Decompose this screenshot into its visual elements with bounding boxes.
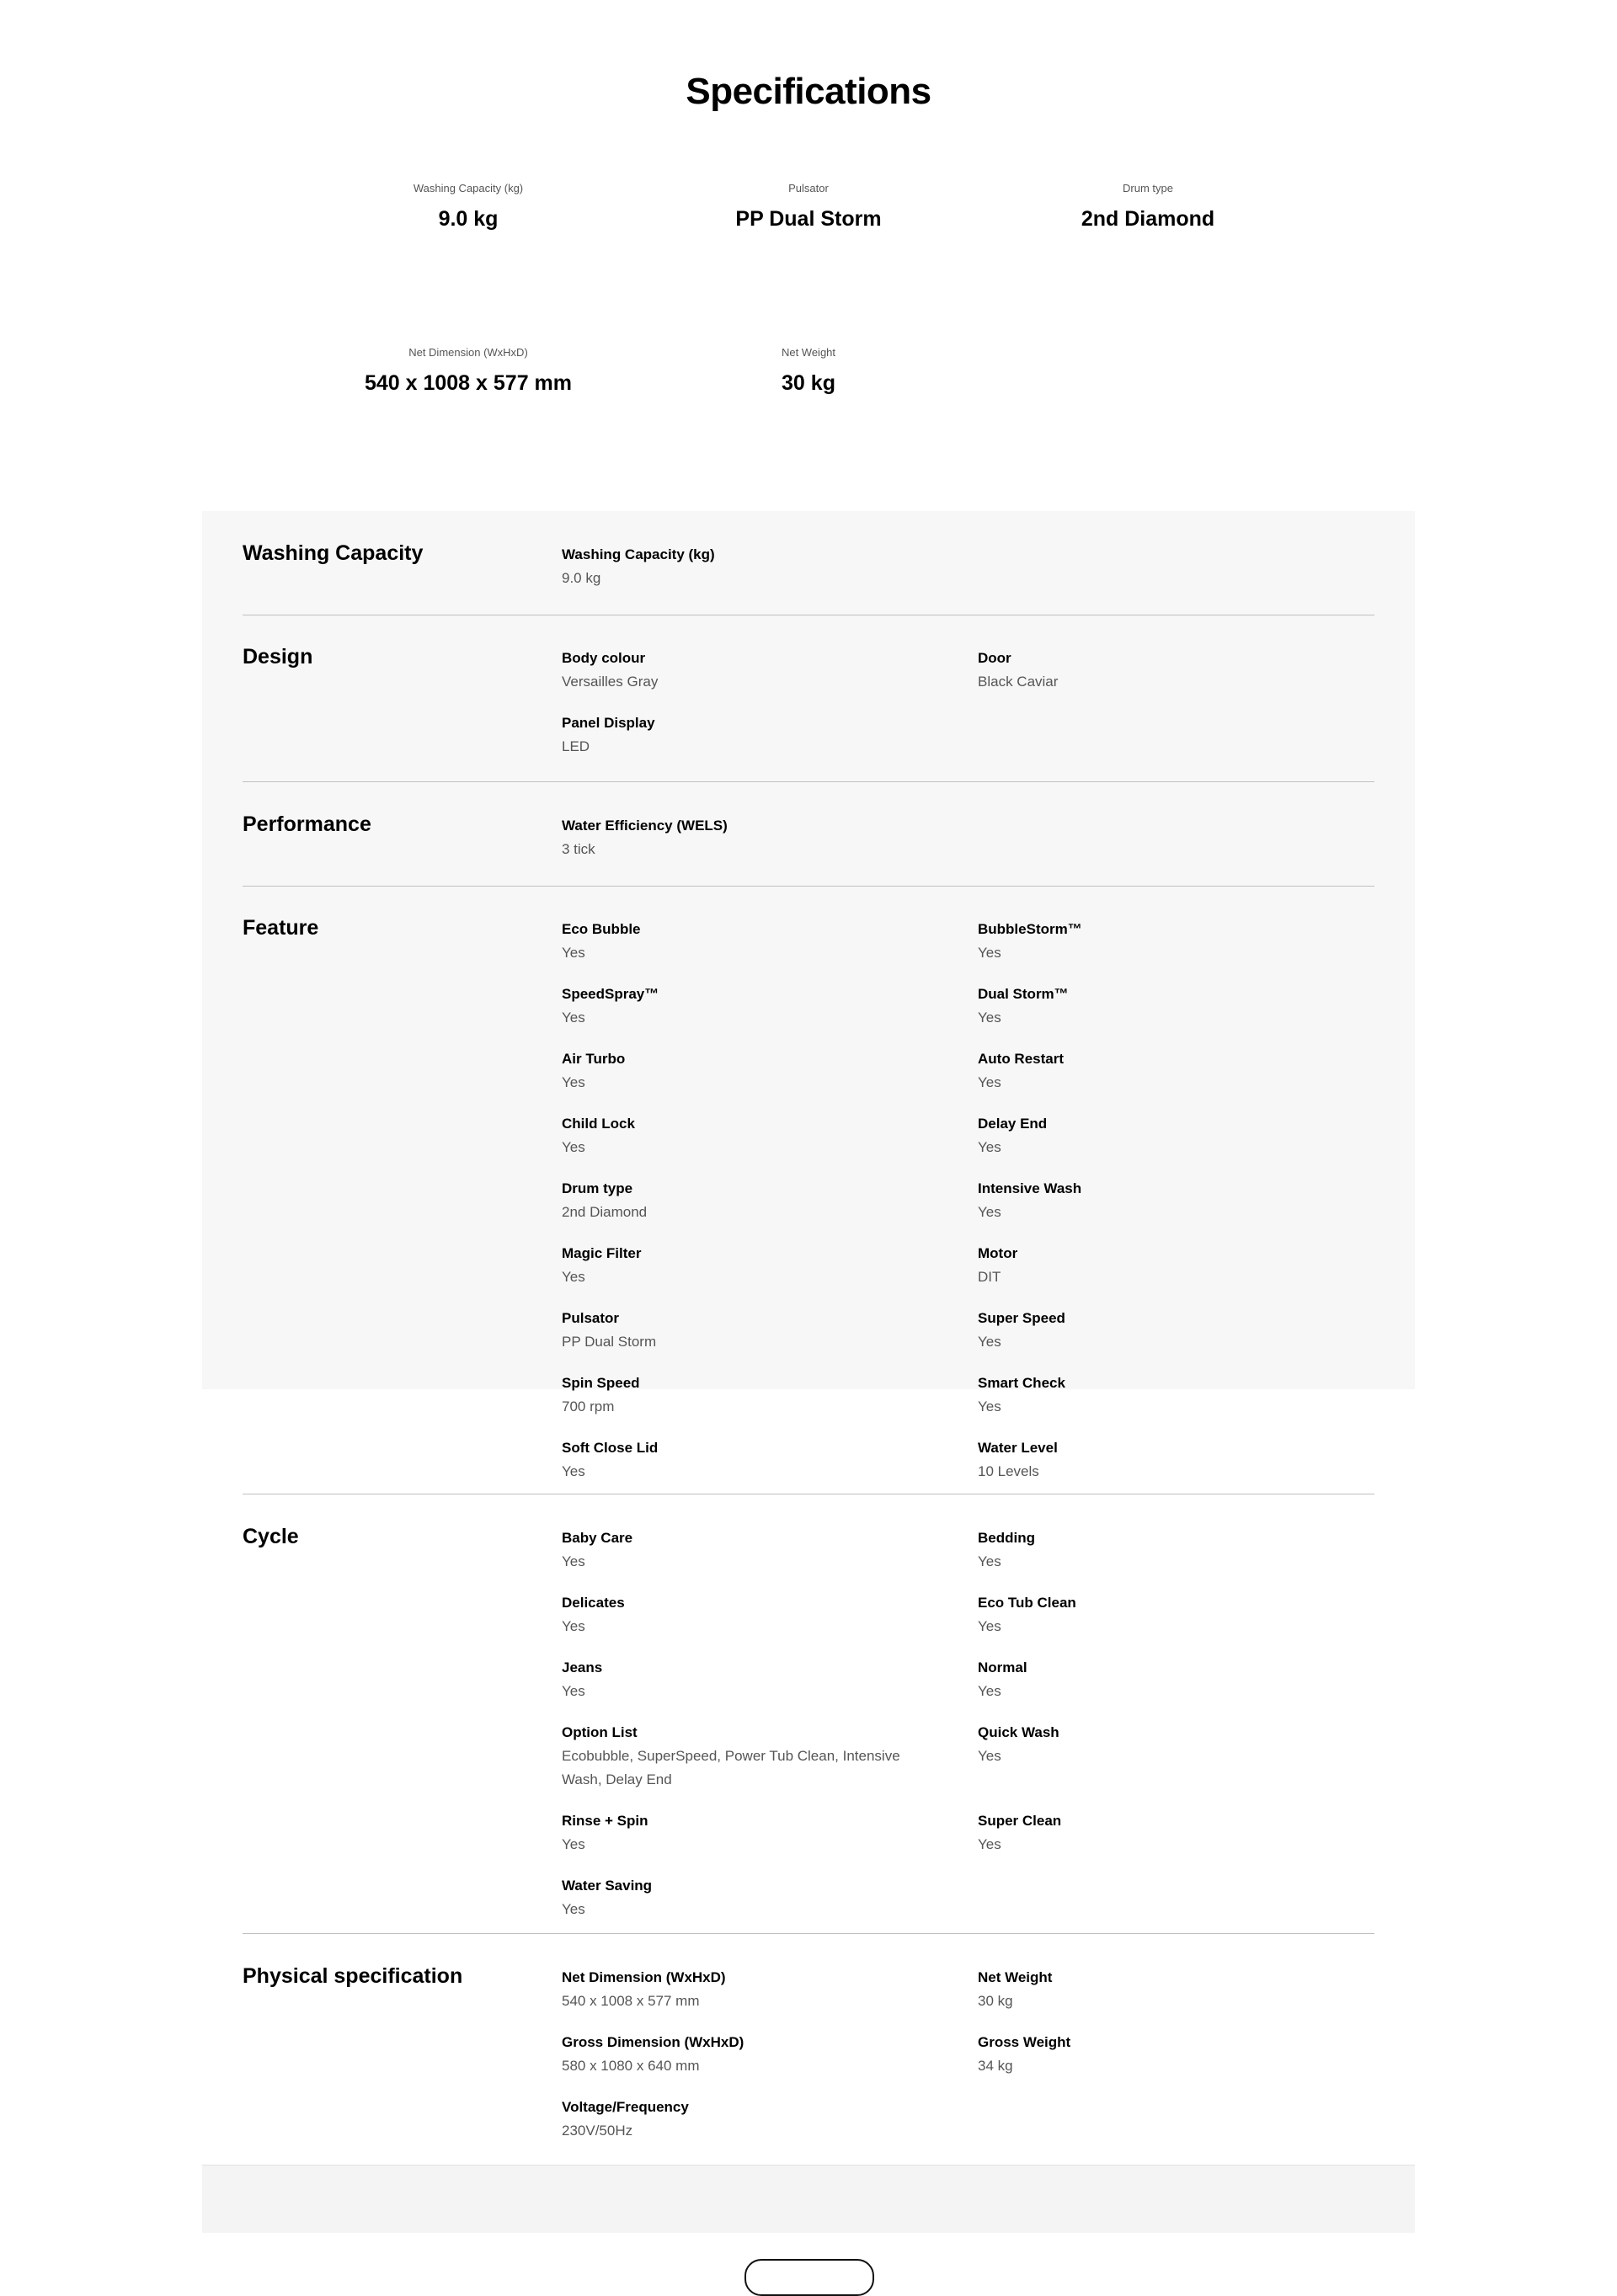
section-divider xyxy=(243,781,1374,782)
spec-item xyxy=(562,1177,978,1224)
spec-highlights xyxy=(0,182,1617,418)
spec-item xyxy=(562,1526,978,1574)
spec-item xyxy=(562,1656,978,1703)
highlight-label: Washing Capacity (kg) xyxy=(413,182,524,194)
highlight-value: PP Dual Storm xyxy=(735,207,882,231)
spec-name: Eco Tub Clean xyxy=(978,1595,1076,1611)
spec-value: DIT xyxy=(978,1269,1001,1285)
spec-value: 580 x 1080 x 640 mm xyxy=(562,2058,700,2074)
spec-name: Door xyxy=(978,650,1011,666)
spec-name: Eco Bubble xyxy=(562,921,641,937)
spec-name: Panel Display xyxy=(562,715,655,731)
spec-name: Super Speed xyxy=(978,1310,1065,1326)
spec-name: Net Dimension (WxHxD) xyxy=(562,1969,726,1985)
spec-value: 34 kg xyxy=(978,2058,1013,2074)
spec-name: Delay End xyxy=(978,1116,1048,1132)
spec-value: 700 rpm xyxy=(562,1398,615,1414)
spec-item xyxy=(562,543,978,590)
spec-item xyxy=(562,918,978,965)
spec-value: Yes xyxy=(562,1836,585,1852)
spec-name: Magic Filter xyxy=(562,1245,642,1261)
spec-name: Motor xyxy=(978,1245,1018,1261)
spec-name: Soft Close Lid xyxy=(562,1440,659,1456)
spec-name: Gross Dimension (WxHxD) xyxy=(562,2034,744,2050)
highlight-net-weight xyxy=(632,346,985,396)
spec-item xyxy=(562,1112,978,1159)
highlight-drum-type xyxy=(971,182,1325,232)
spec-value: 10 Levels xyxy=(978,1463,1039,1479)
spec-item xyxy=(978,1526,1374,1574)
spec-value: Yes xyxy=(978,1398,1001,1414)
spec-name: Water Efficiency (WELS) xyxy=(562,818,728,834)
spec-value: Yes xyxy=(978,1074,1001,1090)
highlight-washing-capacity xyxy=(291,182,645,232)
spec-name: Option List xyxy=(562,1724,638,1740)
highlight-value: 9.0 kg xyxy=(438,207,499,231)
spec-value: Yes xyxy=(978,1683,1001,1699)
spec-name: Quick Wash xyxy=(978,1724,1059,1740)
section-title: Feature xyxy=(243,916,319,940)
spec-name: Net Weight xyxy=(978,1969,1053,1985)
spec-grid xyxy=(562,814,1374,861)
spec-name: Jeans xyxy=(562,1659,603,1675)
spec-value: Yes xyxy=(978,1139,1001,1155)
spec-item xyxy=(562,711,978,759)
spec-value: Yes xyxy=(562,1901,585,1917)
spec-name: Delicates xyxy=(562,1595,625,1611)
highlight-pulsator xyxy=(632,182,985,232)
spec-grid xyxy=(562,1966,1374,2143)
spec-item xyxy=(562,1809,978,1857)
spec-value: Yes xyxy=(978,1334,1001,1350)
spec-value: Yes xyxy=(978,1748,1001,1764)
spec-item xyxy=(978,1177,1374,1224)
spec-item xyxy=(978,2031,1374,2078)
spec-item xyxy=(562,647,978,694)
spec-value: LED xyxy=(562,738,590,754)
spec-item xyxy=(562,814,978,861)
spec-item xyxy=(562,2031,978,2078)
spec-name: Rinse + Spin xyxy=(562,1813,648,1829)
spec-table xyxy=(202,511,1415,2139)
spec-item xyxy=(978,1372,1374,1419)
highlight-value: 540 x 1008 x 577 mm xyxy=(364,371,573,395)
spec-item xyxy=(562,1874,978,1921)
highlight-label: Net Weight xyxy=(781,346,836,359)
section-title: Design xyxy=(243,645,313,669)
spec-name: Voltage/Frequency xyxy=(562,2099,689,2115)
highlight-label: Net Dimension (WxHxD) xyxy=(408,346,528,359)
spec-item xyxy=(978,1047,1374,1095)
spec-value: Yes xyxy=(978,1553,1001,1569)
spec-value: Yes xyxy=(562,945,585,961)
spec-item xyxy=(562,1242,978,1289)
spec-grid xyxy=(562,918,1374,1484)
spec-name: Drum type xyxy=(562,1180,633,1196)
spec-value: Yes xyxy=(562,1683,585,1699)
spec-value: Black Caviar xyxy=(978,674,1059,690)
spec-value: Yes xyxy=(562,1618,585,1634)
spec-value: 9.0 kg xyxy=(562,570,601,586)
spec-value: 2nd Diamond xyxy=(562,1204,648,1220)
spec-item xyxy=(562,1307,978,1354)
spec-name: Auto Restart xyxy=(978,1051,1065,1067)
spec-name: Water Level xyxy=(978,1440,1058,1456)
spec-item xyxy=(978,1656,1374,1703)
section-divider xyxy=(243,886,1374,887)
spec-value: Yes xyxy=(978,1618,1001,1634)
spec-value: Yes xyxy=(562,1139,585,1155)
spec-grid xyxy=(562,647,1374,759)
spec-value: 540 x 1008 x 577 mm xyxy=(562,1993,700,2009)
section-title: Cycle xyxy=(243,1525,299,1548)
spec-value: Ecobubble, SuperSpeed, Power Tub Clean, Intensive Wash, Delay End xyxy=(562,1748,900,1787)
spec-item xyxy=(978,1721,1374,1792)
spec-item xyxy=(562,1436,978,1484)
spec-item xyxy=(978,1436,1374,1484)
spec-item xyxy=(562,1721,924,1792)
spec-name: Child Lock xyxy=(562,1116,635,1132)
spec-item xyxy=(978,1307,1374,1354)
spec-name: Super Clean xyxy=(978,1813,1062,1829)
spec-name: Gross Weight xyxy=(978,2034,1071,2050)
spec-value: Yes xyxy=(978,945,1001,961)
spec-name: Pulsator xyxy=(562,1310,620,1326)
spec-name: SpeedSpray™ xyxy=(562,986,659,1002)
page-title: Specifications xyxy=(686,71,931,112)
spec-table-footer xyxy=(202,2165,1415,2233)
spec-item xyxy=(978,918,1374,965)
spec-item xyxy=(562,2096,978,2143)
spec-item xyxy=(978,1112,1374,1159)
spec-item xyxy=(562,1372,978,1419)
spec-item xyxy=(978,983,1374,1030)
highlight-label: Drum type xyxy=(1123,182,1173,194)
spec-item xyxy=(978,1966,1374,2013)
spec-item xyxy=(978,647,1374,694)
spec-value: 30 kg xyxy=(978,1993,1013,2009)
spec-item xyxy=(978,1809,1374,1857)
spec-name: BubbleStorm™ xyxy=(978,921,1082,937)
spec-name: Dual Storm™ xyxy=(978,986,1069,1002)
section-title: Washing Capacity xyxy=(243,541,424,565)
spec-item xyxy=(562,983,978,1030)
highlight-value: 2nd Diamond xyxy=(1081,207,1215,231)
spec-value: 230V/50Hz xyxy=(562,2123,633,2139)
spec-name: Body colour xyxy=(562,650,646,666)
spec-name: Smart Check xyxy=(978,1375,1065,1391)
spec-name: Washing Capacity (kg) xyxy=(562,546,715,562)
spec-value: Yes xyxy=(978,1009,1001,1025)
spec-name: Water Saving xyxy=(562,1878,653,1894)
spec-item xyxy=(978,1242,1374,1289)
spec-value: Yes xyxy=(562,1463,585,1479)
spec-name: Air Turbo xyxy=(562,1051,626,1067)
highlight-label: Pulsator xyxy=(788,182,829,194)
spec-value: Yes xyxy=(562,1074,585,1090)
spec-value: PP Dual Storm xyxy=(562,1334,657,1350)
spec-value: 3 tick xyxy=(562,841,595,857)
section-title: Physical specification xyxy=(243,1964,463,1988)
spec-value: Yes xyxy=(562,1009,585,1025)
spec-name: Bedding xyxy=(978,1530,1035,1546)
spec-value: Yes xyxy=(978,1204,1001,1220)
spec-value: Versailles Gray xyxy=(562,674,659,690)
spec-name: Normal xyxy=(978,1659,1027,1675)
section-title: Performance xyxy=(243,812,371,836)
highlight-value: 30 kg xyxy=(782,371,835,395)
spec-item xyxy=(978,1591,1374,1638)
spec-item xyxy=(562,1591,978,1638)
spec-name: Spin Speed xyxy=(562,1375,640,1391)
spec-name: Baby Care xyxy=(562,1530,633,1546)
spec-grid xyxy=(562,1526,1374,1921)
highlight-net-dimension xyxy=(291,346,645,396)
spec-name: Intensive Wash xyxy=(978,1180,1082,1196)
spec-item xyxy=(562,1047,978,1095)
spec-value: Yes xyxy=(978,1836,1001,1852)
spec-item xyxy=(562,1966,978,2013)
spec-grid xyxy=(562,543,1374,590)
spec-value: Yes xyxy=(562,1269,585,1285)
spec-value: Yes xyxy=(562,1553,585,1569)
section-divider xyxy=(243,1933,1374,1934)
